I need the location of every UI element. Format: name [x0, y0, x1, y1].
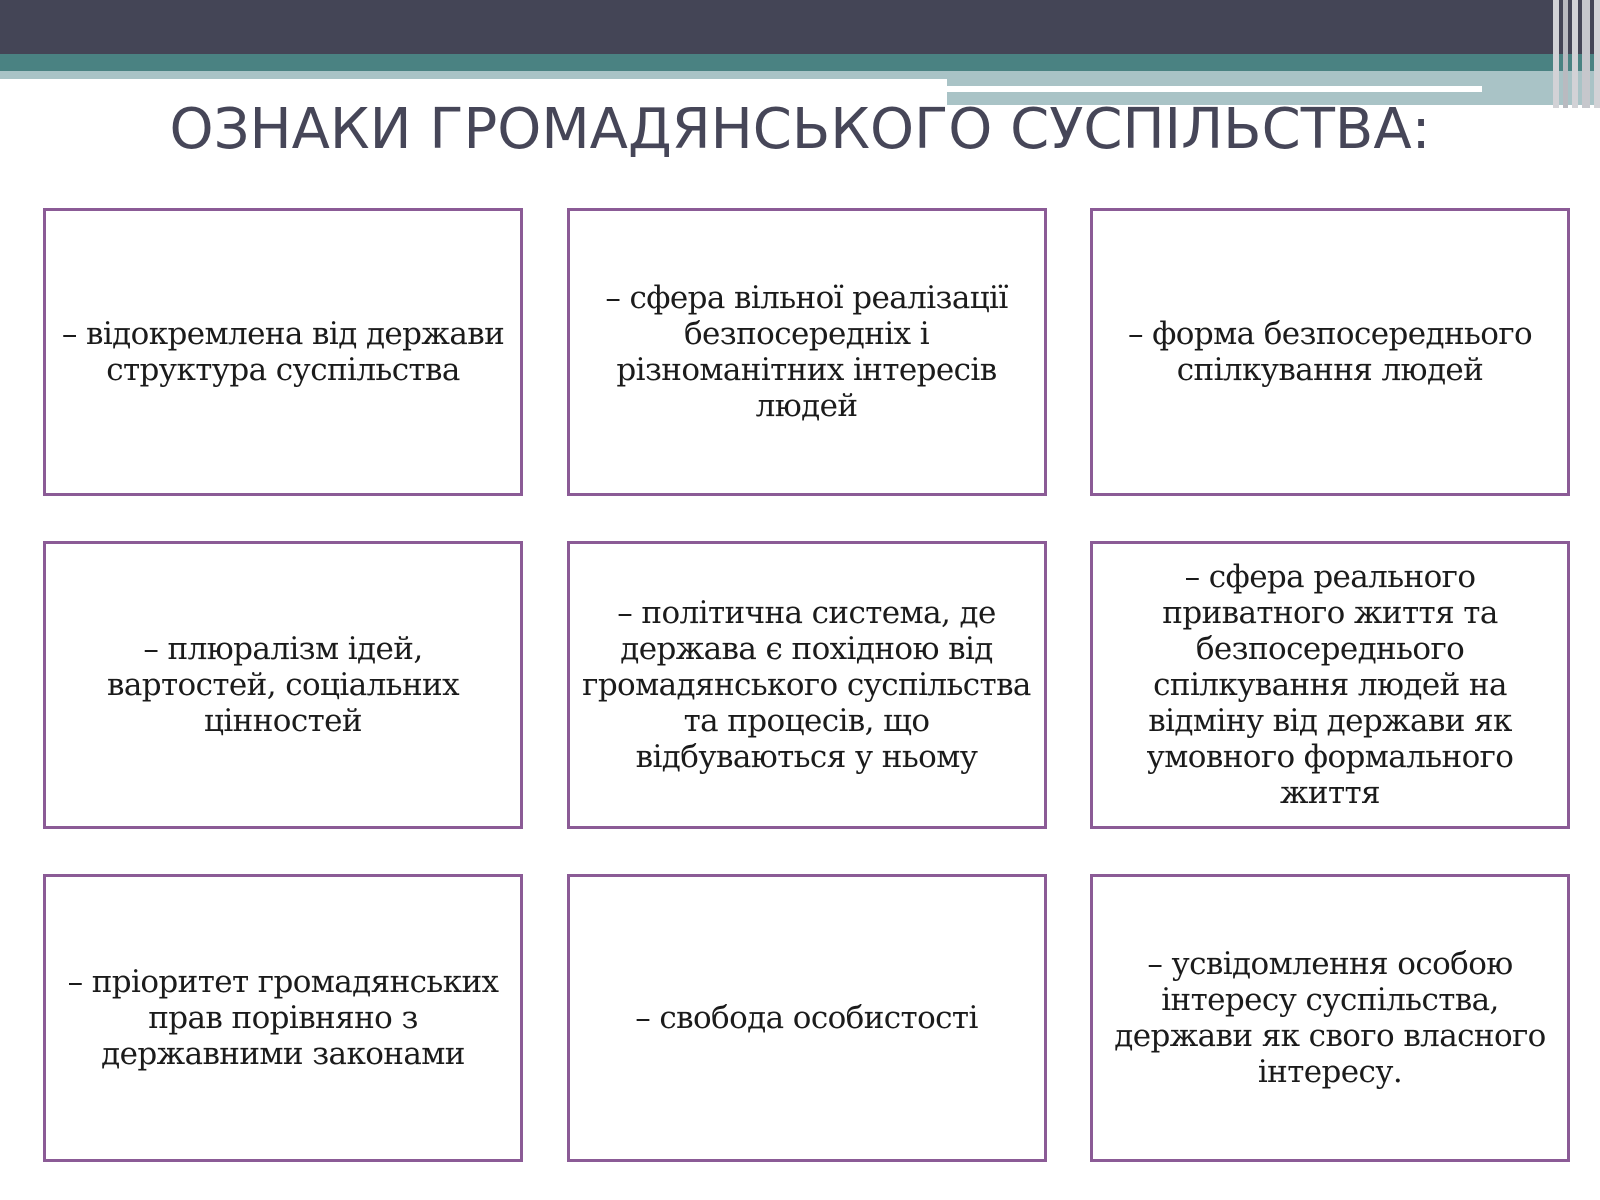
features-grid	[43, 208, 1570, 1162]
feature-card	[1090, 874, 1570, 1162]
feature-card	[43, 541, 523, 829]
header-band-teal	[0, 54, 1600, 71]
slide-title: ОЗНАКИ ГРОМАДЯНСЬКОГО СУСПІЛЬСТВА:	[169, 97, 1431, 162]
feature-text: – сфера реального приватного життя та безпосереднього спілкування людей на відміну від держави як умовного формального життя	[1146, 559, 1514, 811]
feature-card	[1090, 208, 1570, 496]
feature-text: – форма безпосереднього спілкування людей	[1127, 316, 1533, 388]
feature-text: – усвідомлення особою інтересу суспільства, держави як свого власного інтересу.	[1114, 946, 1546, 1090]
feature-card	[1090, 541, 1570, 829]
header-band-light-left	[0, 71, 947, 79]
feature-card	[567, 874, 1047, 1162]
feature-text: – відокремлена від держави структура суспільства	[61, 316, 505, 388]
feature-card	[43, 874, 523, 1162]
header-band-dark	[0, 0, 1600, 54]
feature-card	[567, 208, 1047, 496]
feature-text: – плюралізм ідей, вартостей, соціальних цінностей	[107, 631, 459, 739]
feature-text: – політична система, де держава є похідною від громадянського суспільства та процесів, що відбуваються у ньому	[582, 595, 1031, 775]
feature-card	[567, 541, 1047, 829]
feature-text: – свобода особистості	[635, 1000, 978, 1036]
feature-text: – сфера вільної реалізації безпосередніх і різноманітних інтересів людей	[605, 280, 1008, 424]
feature-card	[43, 208, 523, 496]
feature-text: – пріоритет громадянських прав порівняно з державними законами	[67, 964, 499, 1072]
